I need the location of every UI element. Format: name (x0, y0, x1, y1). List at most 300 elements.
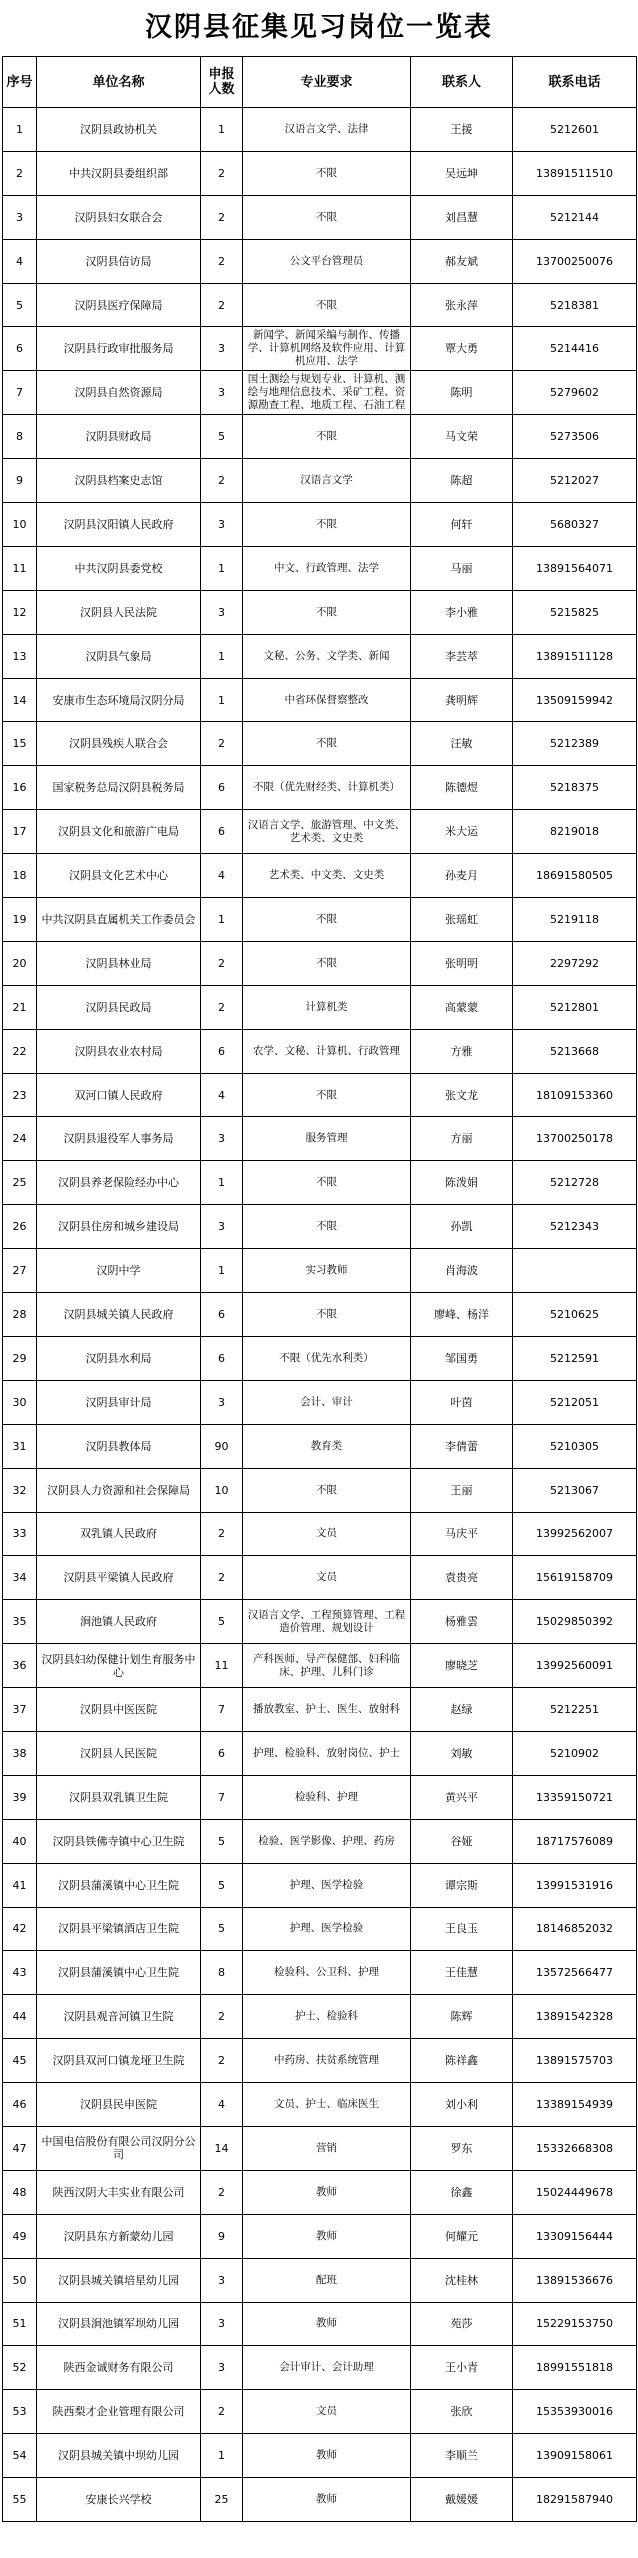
contact-person: 廖峰、杨洋 (411, 1293, 513, 1337)
contact-phone: 5212591 (513, 1336, 637, 1380)
position-count: 6 (201, 1336, 243, 1380)
requirement: 检验科、护理 (243, 1775, 411, 1819)
contact-person: 何耀元 (411, 2214, 513, 2258)
contact-person: 罗东 (411, 2126, 513, 2170)
contact-person: 张瑶虹 (411, 898, 513, 942)
contact-person: 邹国勇 (411, 1336, 513, 1380)
requirement: 检验科、公卫科、护理 (243, 1951, 411, 1995)
row-number: 18 (3, 854, 37, 898)
position-count: 25 (201, 2478, 243, 2522)
position-count: 3 (201, 1117, 243, 1161)
unit-name: 汉阴县城关镇中坝幼儿园 (37, 2434, 201, 2478)
contact-phone: 13700250076 (513, 239, 637, 283)
row-number: 37 (3, 1688, 37, 1732)
requirement: 不限 (243, 590, 411, 634)
contact-person: 王援 (411, 108, 513, 152)
unit-name: 汉阴县民申医院 (37, 2083, 201, 2127)
table-row (3, 503, 637, 547)
contact-person: 徐鑫 (411, 2170, 513, 2214)
requirement: 营销 (243, 2126, 411, 2170)
position-count: 2 (201, 1995, 243, 2039)
contact-phone: 5212251 (513, 1688, 637, 1732)
table-row (3, 985, 637, 1029)
row-number: 2 (3, 151, 37, 195)
contact-phone: 5279602 (513, 371, 637, 415)
table-row (3, 195, 637, 239)
unit-name: 涧池镇人民政府 (37, 1600, 201, 1644)
contact-phone: 13359150721 (513, 1775, 637, 1819)
row-number: 48 (3, 2170, 37, 2214)
contact-person: 谷娅 (411, 1819, 513, 1863)
requirement: 不限（优先财经类、计算机类） (243, 766, 411, 810)
contact-person: 张明明 (411, 941, 513, 985)
contact-person: 王佳慧 (411, 1951, 513, 1995)
contact-phone: 13891536676 (513, 2258, 637, 2302)
row-number: 53 (3, 2390, 37, 2434)
contact-phone: 13891575703 (513, 2039, 637, 2083)
contact-person: 廖晓芝 (411, 1644, 513, 1688)
contact-person: 刘小利 (411, 2083, 513, 2127)
row-number: 15 (3, 722, 37, 766)
requirement: 不限 (243, 195, 411, 239)
table-row (3, 1380, 637, 1424)
unit-name: 汉阴县人民法院 (37, 590, 201, 634)
contact-person: 陈祥鑫 (411, 2039, 513, 2083)
contact-person: 王小青 (411, 2346, 513, 2390)
contact-person: 马庆平 (411, 1512, 513, 1556)
row-number: 42 (3, 1907, 37, 1951)
row-number: 21 (3, 985, 37, 1029)
contact-phone: 5273506 (513, 415, 637, 459)
contact-phone: 13891542328 (513, 1995, 637, 2039)
contact-person: 张文龙 (411, 1073, 513, 1117)
position-count: 4 (201, 854, 243, 898)
contact-person: 方丽 (411, 1117, 513, 1161)
requirement: 中省环保督察整改 (243, 678, 411, 722)
requirement: 护理、医学检验 (243, 1863, 411, 1907)
table-row (3, 1073, 637, 1117)
contact-person: 米大运 (411, 810, 513, 854)
table-row (3, 1468, 637, 1512)
contact-person: 李顺兰 (411, 2434, 513, 2478)
row-number: 5 (3, 283, 37, 327)
contact-person: 刘敏 (411, 1731, 513, 1775)
table-row (3, 1161, 637, 1205)
row-number: 24 (3, 1117, 37, 1161)
contact-phone: 13309156444 (513, 2214, 637, 2258)
contact-person: 叶茵 (411, 1380, 513, 1424)
row-number: 41 (3, 1863, 37, 1907)
position-count: 5 (201, 1600, 243, 1644)
table-row (3, 371, 637, 415)
requirement: 汉语言文学、法律 (243, 108, 411, 152)
position-count: 6 (201, 1029, 243, 1073)
table-row (3, 283, 637, 327)
unit-name: 汉阴县蒲溪镇中心卫生院 (37, 1863, 201, 1907)
position-count: 14 (201, 2126, 243, 2170)
position-count: 3 (201, 2302, 243, 2346)
unit-name: 汉阴县政协机关 (37, 108, 201, 152)
position-count: 5 (201, 1863, 243, 1907)
table-row (3, 2346, 637, 2390)
header-phone: 联系电话 (513, 57, 637, 108)
row-number: 45 (3, 2039, 37, 2083)
contact-person: 陈辉 (411, 1995, 513, 2039)
table-row (3, 2478, 637, 2522)
table-row (3, 2214, 637, 2258)
row-number: 39 (3, 1775, 37, 1819)
contact-phone: 5680327 (513, 503, 637, 547)
contact-person: 吴远坤 (411, 151, 513, 195)
contact-person: 谭宗斯 (411, 1863, 513, 1907)
row-number: 25 (3, 1161, 37, 1205)
table-row (3, 327, 637, 371)
row-number: 11 (3, 546, 37, 590)
table-row (3, 590, 637, 634)
table-row (3, 1688, 637, 1732)
contact-person: 李倩蕾 (411, 1424, 513, 1468)
unit-name: 汉阴县文化和旅游广电局 (37, 810, 201, 854)
requirement: 艺术类、中文类、文史类 (243, 854, 411, 898)
unit-name: 中共汉阴县委党校 (37, 546, 201, 590)
requirement: 检验、医学影像、护理、药房 (243, 1819, 411, 1863)
contact-phone: 5212801 (513, 985, 637, 1029)
unit-name: 汉阴县行政审批服务局 (37, 327, 201, 371)
unit-name: 汉阴县铁佛寺镇中心卫生院 (37, 1819, 201, 1863)
contact-phone: 8219018 (513, 810, 637, 854)
requirement: 服务管理 (243, 1117, 411, 1161)
contact-person: 陈超 (411, 459, 513, 503)
requirement: 不限（优先水利类） (243, 1336, 411, 1380)
row-number: 29 (3, 1336, 37, 1380)
row-number: 38 (3, 1731, 37, 1775)
requirement: 不限 (243, 1293, 411, 1337)
contact-phone: 13389154939 (513, 2083, 637, 2127)
unit-name: 汉阴县汉阳镇人民政府 (37, 503, 201, 547)
position-count: 7 (201, 1775, 243, 1819)
requirement: 文秘、公务、文学类、新闻 (243, 634, 411, 678)
contact-person: 李小雅 (411, 590, 513, 634)
row-number: 10 (3, 503, 37, 547)
contact-phone: 5212027 (513, 459, 637, 503)
requirement: 不限 (243, 941, 411, 985)
row-number: 31 (3, 1424, 37, 1468)
position-count: 2 (201, 1512, 243, 1556)
contact-person: 龚明辉 (411, 678, 513, 722)
requirement: 文员 (243, 1512, 411, 1556)
requirement: 会计、审计 (243, 1380, 411, 1424)
contact-person: 苑莎 (411, 2302, 513, 2346)
unit-name: 汉阴县双河口镇龙垭卫生院 (37, 2039, 201, 2083)
table-row (3, 898, 637, 942)
contact-phone: 5214416 (513, 327, 637, 371)
unit-name: 汉阴县信访局 (37, 239, 201, 283)
position-count: 2 (201, 151, 243, 195)
table-row (3, 415, 637, 459)
contact-phone: 5210902 (513, 1731, 637, 1775)
page-title: 汉阴县征集见习岗位一览表 (145, 12, 493, 43)
position-count: 3 (201, 2258, 243, 2302)
row-number: 50 (3, 2258, 37, 2302)
contact-person: 刘昌慧 (411, 195, 513, 239)
row-number: 40 (3, 1819, 37, 1863)
unit-name: 汉阴县蒲溪镇中心卫生院 (37, 1951, 201, 1995)
position-count: 2 (201, 941, 243, 985)
table-row (3, 1336, 637, 1380)
contact-phone: 13700250178 (513, 1117, 637, 1161)
requirement: 新闻学、新闻采编与制作、传播学、计算机网络及软件应用、计算机应用、法学 (243, 327, 411, 371)
position-count: 2 (201, 985, 243, 1029)
contact-phone: 5210625 (513, 1293, 637, 1337)
position-count: 2 (201, 2170, 243, 2214)
table-row (3, 1731, 637, 1775)
requirement: 不限 (243, 151, 411, 195)
position-count: 2 (201, 2390, 243, 2434)
contact-phone: 5218381 (513, 283, 637, 327)
header-requirement: 专业要求 (243, 57, 411, 108)
contact-phone: 15619158709 (513, 1556, 637, 1600)
position-count: 2 (201, 195, 243, 239)
position-count: 3 (201, 327, 243, 371)
contact-phone: 18991551818 (513, 2346, 637, 2390)
row-number: 27 (3, 1249, 37, 1293)
table-row (3, 1907, 637, 1951)
contact-phone: 13891564071 (513, 546, 637, 590)
table-row (3, 2390, 637, 2434)
position-count: 1 (201, 898, 243, 942)
row-number: 44 (3, 1995, 37, 2039)
header-no: 序号 (3, 57, 37, 108)
requirement: 实习教师 (243, 1249, 411, 1293)
unit-name: 汉阴县妇幼保健计划生育服务中心 (37, 1644, 201, 1688)
row-number: 4 (3, 239, 37, 283)
position-count: 5 (201, 1819, 243, 1863)
requirement: 不限 (243, 283, 411, 327)
requirement: 不限 (243, 503, 411, 547)
unit-name: 中共汉阴县直属机关工作委员会 (37, 898, 201, 942)
contact-phone: 18146852032 (513, 1907, 637, 1951)
table-row (3, 766, 637, 810)
contact-person: 李芸萃 (411, 634, 513, 678)
position-count: 3 (201, 590, 243, 634)
table-row (3, 151, 637, 195)
table-row (3, 1995, 637, 2039)
contact-phone: 13572566477 (513, 1951, 637, 1995)
contact-person: 孙麦月 (411, 854, 513, 898)
contact-phone: 5219118 (513, 898, 637, 942)
position-count: 11 (201, 1644, 243, 1688)
contact-phone: 13992560091 (513, 1644, 637, 1688)
contact-person: 陈泼娟 (411, 1161, 513, 1205)
table-row (3, 1512, 637, 1556)
contact-phone: 15332668308 (513, 2126, 637, 2170)
contact-person: 何轩 (411, 503, 513, 547)
contact-phone: 18717576089 (513, 1819, 637, 1863)
table-row (3, 1249, 637, 1293)
contact-phone (513, 1249, 637, 1293)
table-row (3, 2434, 637, 2478)
row-number: 26 (3, 1205, 37, 1249)
contact-person: 覃大勇 (411, 327, 513, 371)
table-row (3, 108, 637, 152)
position-count: 3 (201, 1205, 243, 1249)
table-row (3, 2302, 637, 2346)
unit-name: 汉阴县林业局 (37, 941, 201, 985)
row-number: 3 (3, 195, 37, 239)
requirement: 会计审计、会计助理 (243, 2346, 411, 2390)
table-body (3, 108, 637, 2522)
contact-person: 袁贵亮 (411, 1556, 513, 1600)
table-row (3, 1819, 637, 1863)
table-row (3, 2039, 637, 2083)
unit-name: 汉阴县养老保险经办中心 (37, 1161, 201, 1205)
unit-name: 汉阴县自然资源局 (37, 371, 201, 415)
position-count: 3 (201, 1380, 243, 1424)
position-count: 1 (201, 678, 243, 722)
contact-person: 陈明 (411, 371, 513, 415)
contact-phone: 13891511128 (513, 634, 637, 678)
row-number: 28 (3, 1293, 37, 1337)
position-count: 7 (201, 1688, 243, 1732)
row-number: 7 (3, 371, 37, 415)
row-number: 22 (3, 1029, 37, 1073)
header-unit: 单位名称 (37, 57, 201, 108)
table-row (3, 2170, 637, 2214)
unit-name: 安康长兴学校 (37, 2478, 201, 2522)
requirement: 公文平台管理员 (243, 239, 411, 283)
unit-name: 汉阴县人民医院 (37, 1731, 201, 1775)
contact-person: 汪敏 (411, 722, 513, 766)
contact-person: 肖海波 (411, 1249, 513, 1293)
position-count: 1 (201, 2434, 243, 2478)
requirement: 护士、检验科 (243, 1995, 411, 2039)
position-count: 1 (201, 546, 243, 590)
unit-name: 汉阴县水利局 (37, 1336, 201, 1380)
header-contact: 联系人 (411, 57, 513, 108)
contact-phone: 15353930016 (513, 2390, 637, 2434)
table-row (3, 1863, 637, 1907)
contact-phone: 5213668 (513, 1029, 637, 1073)
position-count: 3 (201, 2346, 243, 2390)
unit-name: 安康市生态环境局汉阴分局 (37, 678, 201, 722)
row-number: 12 (3, 590, 37, 634)
row-number: 19 (3, 898, 37, 942)
unit-name: 汉阴县农业农村局 (37, 1029, 201, 1073)
position-count: 1 (201, 108, 243, 152)
position-count: 2 (201, 283, 243, 327)
unit-name: 陕西汉阴大丰实业有限公司 (37, 2170, 201, 2214)
contact-phone: 5212601 (513, 108, 637, 152)
row-number: 54 (3, 2434, 37, 2478)
unit-name: 汉阴县东方新蒙幼儿园 (37, 2214, 201, 2258)
requirement: 不限 (243, 1205, 411, 1249)
contact-phone: 13991531916 (513, 1863, 637, 1907)
requirement: 产科医师、导产保健部、妇科临床、护理、儿科门诊 (243, 1644, 411, 1688)
requirement: 国土测绘与规划专业、计算机、测绘与地理信息技术、采矿工程、资源勘查工程、地质工程、石油工程 (243, 371, 411, 415)
contact-phone: 18691580505 (513, 854, 637, 898)
position-count: 5 (201, 1907, 243, 1951)
contact-phone: 5213067 (513, 1468, 637, 1512)
position-count: 3 (201, 371, 243, 415)
position-count: 2 (201, 1556, 243, 1600)
position-count: 2 (201, 2039, 243, 2083)
requirement: 中药房、扶贫系统管理 (243, 2039, 411, 2083)
contact-phone: 18109153360 (513, 1073, 637, 1117)
table-row (3, 1029, 637, 1073)
unit-name: 汉阴县民政局 (37, 985, 201, 1029)
unit-name: 汉阴县气象局 (37, 634, 201, 678)
unit-name: 汉阴县城关镇人民政府 (37, 1293, 201, 1337)
contact-phone: 15024449678 (513, 2170, 637, 2214)
position-count: 8 (201, 1951, 243, 1995)
contact-person: 陈德煜 (411, 766, 513, 810)
position-count: 6 (201, 810, 243, 854)
row-number: 52 (3, 2346, 37, 2390)
contact-person: 高蒙蒙 (411, 985, 513, 1029)
table-row (3, 634, 637, 678)
unit-name: 中国电信股份有限公司汉阴分公司 (37, 2126, 201, 2170)
row-number: 47 (3, 2126, 37, 2170)
unit-name: 汉阴县教体局 (37, 1424, 201, 1468)
requirement: 配班 (243, 2258, 411, 2302)
unit-name: 中共汉阴县委组织部 (37, 151, 201, 195)
unit-name: 汉阴县人力资源和社会保障局 (37, 1468, 201, 1512)
unit-name: 汉阴县中医医院 (37, 1688, 201, 1732)
unit-name: 汉阴县平梁镇酒店卫生院 (37, 1907, 201, 1951)
unit-name: 国家税务总局汉阴县税务局 (37, 766, 201, 810)
unit-name: 汉阴县医疗保障局 (37, 283, 201, 327)
unit-name: 汉阴县城关镇培星幼儿园 (37, 2258, 201, 2302)
table-row (3, 678, 637, 722)
position-count: 6 (201, 1731, 243, 1775)
contact-person: 戴媛媛 (411, 2478, 513, 2522)
position-count: 4 (201, 1073, 243, 1117)
table-row (3, 1424, 637, 1468)
contact-phone: 5218375 (513, 766, 637, 810)
row-number: 32 (3, 1468, 37, 1512)
table-row (3, 1644, 637, 1688)
contact-person: 赵绿 (411, 1688, 513, 1732)
table-row (3, 546, 637, 590)
positions-table (2, 56, 637, 2522)
table-row (3, 459, 637, 503)
requirement: 不限 (243, 1073, 411, 1117)
table-row (3, 1117, 637, 1161)
row-number: 17 (3, 810, 37, 854)
row-number: 35 (3, 1600, 37, 1644)
contact-phone: 15229153750 (513, 2302, 637, 2346)
table-row (3, 854, 637, 898)
table-row (3, 810, 637, 854)
contact-person: 张欣 (411, 2390, 513, 2434)
table-row (3, 1951, 637, 1995)
unit-name: 汉阴县双乳镇卫生院 (37, 1775, 201, 1819)
contact-person: 王丽 (411, 1468, 513, 1512)
contact-phone: 18291587940 (513, 2478, 637, 2522)
unit-name: 汉阴中学 (37, 1249, 201, 1293)
position-count: 6 (201, 766, 243, 810)
requirement: 文员 (243, 2390, 411, 2434)
unit-name: 汉阴县审计局 (37, 1380, 201, 1424)
position-count: 90 (201, 1424, 243, 1468)
position-count: 1 (201, 1249, 243, 1293)
contact-phone: 5212144 (513, 195, 637, 239)
requirement: 不限 (243, 1468, 411, 1512)
requirement: 播放教室、护士、医生、放射科 (243, 1688, 411, 1732)
requirement: 护理、医学检验 (243, 1907, 411, 1951)
unit-name: 双乳镇人民政府 (37, 1512, 201, 1556)
contact-phone: 2297292 (513, 941, 637, 985)
